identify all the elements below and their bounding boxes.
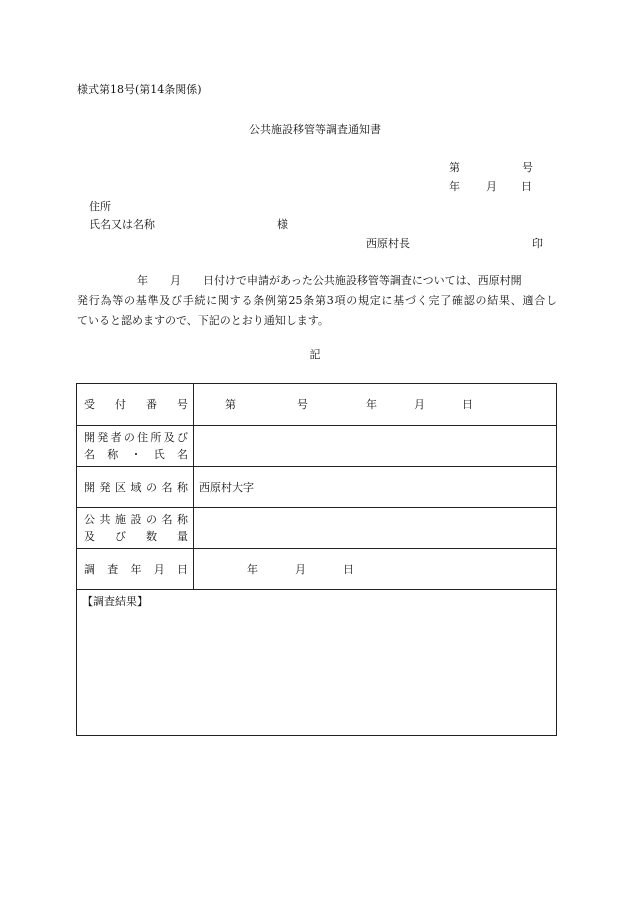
survey-date-year: 年 (247, 563, 258, 576)
row-label-text: 及び数量 (84, 530, 188, 543)
row-label (77, 467, 194, 507)
row-label-text: 開発者の住所及び (84, 431, 188, 444)
row-label-text: 公共施設の名称 (84, 513, 188, 526)
reception-date-month: 月 (414, 398, 425, 411)
reception-number-suffix: 号 (297, 398, 308, 411)
table-row-development-area (77, 467, 556, 508)
issuer-name: 西原村長 (366, 237, 410, 250)
table-row-developer (77, 426, 556, 467)
row-label (77, 549, 194, 589)
notice-date-month: 月 (486, 180, 497, 193)
notice-date-day: 日 (521, 180, 532, 193)
form-number: 様式第18号(第14条関係) (77, 83, 202, 96)
section-mark: 記 (309, 348, 321, 361)
row-label-text: 名称・氏名 (84, 448, 188, 461)
reception-date-year: 年 (366, 398, 377, 411)
body-line-3: ていると認めますので、下記のとおり通知します。 (77, 314, 329, 327)
survey-date-day: 日 (343, 563, 354, 576)
document-title: 公共施設移管等調査通知書 (249, 123, 381, 136)
row-label (77, 508, 194, 548)
table-row-public-facilities (77, 508, 556, 549)
row-label-text: 調査年月日 (84, 563, 188, 576)
reception-date-day: 日 (462, 398, 473, 411)
development-area-value: 西原村大字 (199, 481, 254, 494)
notice-date-year: 年 (449, 180, 460, 193)
survey-date-month: 月 (295, 563, 306, 576)
notice-number-prefix: 第 (449, 161, 460, 174)
recipient-honorific: 様 (277, 218, 288, 231)
details-table (76, 383, 557, 736)
recipient-name-label: 氏名又は名称 (89, 218, 155, 231)
notice-number-suffix: 号 (522, 161, 533, 174)
row-label (77, 426, 194, 466)
table-row-survey-date (77, 549, 556, 590)
body-line-2: 発行為等の基準及び手続に関する条例第25条第3項の規定に基づく完了確認の結果、適合し (77, 294, 557, 307)
survey-result-heading: 【調査結果】 (82, 595, 148, 608)
row-label-text: 受付番号 (84, 398, 188, 411)
recipient-address-label: 住所 (89, 200, 111, 213)
row-label-text: 開発区域の名称 (84, 481, 188, 494)
table-row-reception-number (77, 384, 556, 426)
reception-number-prefix: 第 (225, 398, 236, 411)
notice-body (77, 271, 557, 331)
issuer-seal: 印 (532, 237, 543, 250)
body-line-1: 年 月 日付けで申請があった公共施設移管等調査については、西原村開 (137, 274, 522, 287)
row-label (77, 384, 194, 425)
